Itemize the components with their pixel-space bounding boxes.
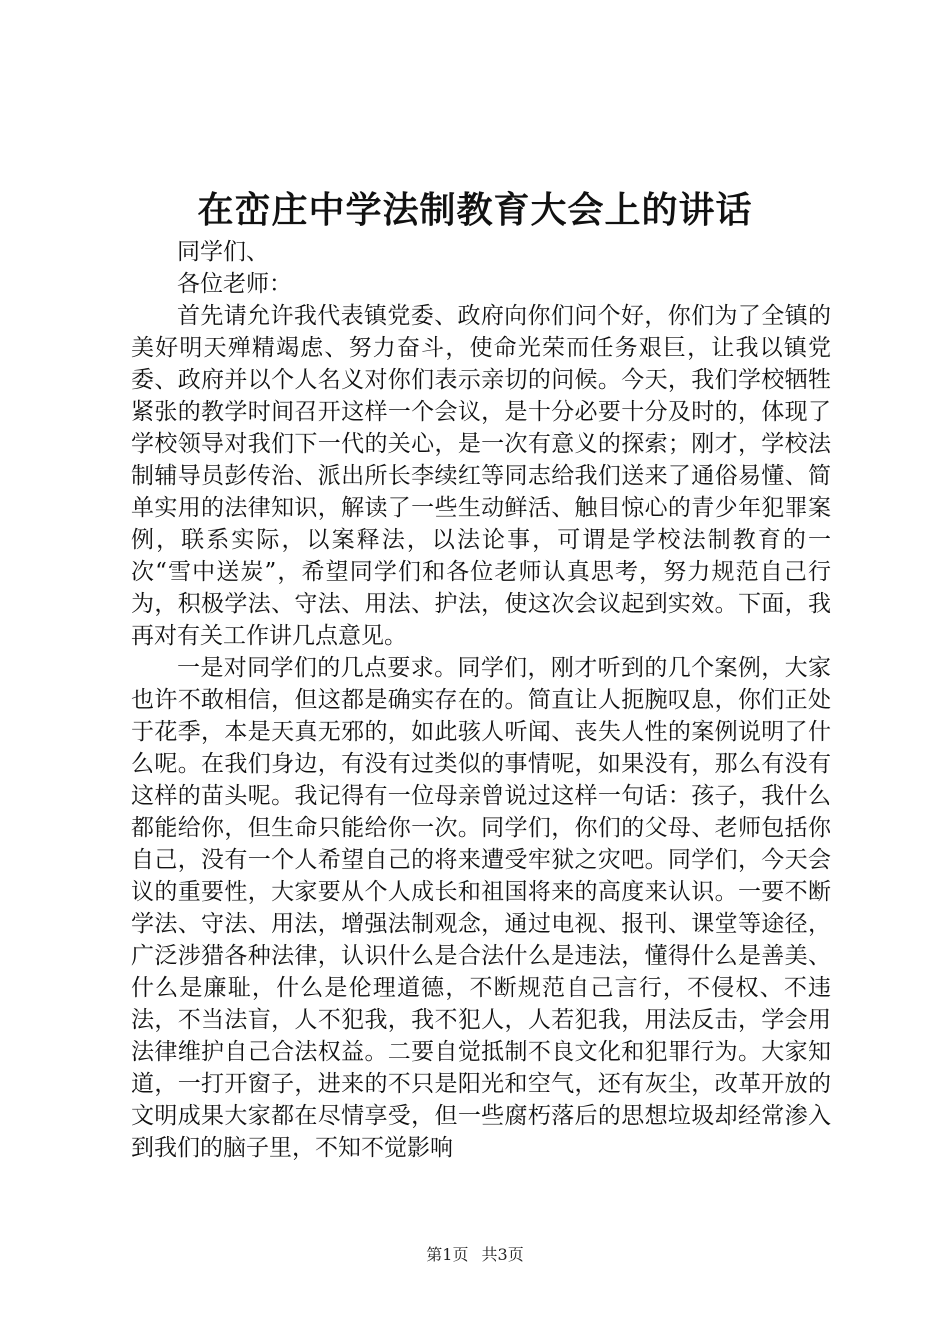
page-footer	[0, 1244, 950, 1266]
page-number: 第1页	[426, 1245, 469, 1264]
salutation-students: 同学们、	[177, 239, 269, 265]
document-title: 在峦庄中学法制教育大会上的讲话	[197, 189, 753, 231]
paragraph-opening: 首先请允许我代表镇党委、政府向你们问个好，你们为了全镇的美好明天殚精竭虑、努力奋斗，使命光荣而任务艰巨，让我以镇党委、政府并以个人名义对你们表示亲切的问候。今天，我们学校牺牲紧张的教学时间召开这样一个会议，是十分必要十分及时的，体现了学校领导对我们下一代的关心，是一次有意义的探索；刚才，学校法制辅导员彭传治、派出所长李续红等同志给我们送来了通俗易懂、简单实用的法律知识，解读了一些生动鲜活、触目惊心的青少年犯罪案例，联系实际，以案释法，以法论事，可谓是学校法制教育的一次“雪中送炭”，希望同学们和各位老师认真思考，努力规范自己行为，积极学法、守法、用法、护法，使这次会议起到实效。下面，我再对有关工作讲几点意见。	[131, 303, 831, 649]
page-total: 共3页	[481, 1245, 524, 1264]
document-body	[131, 236, 831, 1164]
salutation-teachers: 各位老师：	[177, 271, 292, 297]
paragraph-requirements: 一是对同学们的几点要求。同学们，刚才听到的几个案例，大家也许不敢相信，但这都是确实存在的。简直让人扼腕叹息，你们正处于花季，本是天真无邪的，如此骇人听闻、丧失人性的案例说明了什么呢。在我们身边，有没有过类似的事情呢，如果没有，那么有没有这样的苗头呢。我记得有一位母亲曾说过这样一句话：孩子，我什么都能给你，但生命只能给你一次。同学们，你们的父母、老师包括你自己，没有一个人希望自己的将来遭受牢狱之灾吧。同学们，今天会议的重要性，大家要从个人成长和祖国将来的高度来认识。一要不断学法、守法、用法，增强法制观念，通过电视、报刊、课堂等途径，广泛涉猎各种法律，认识什么是合法什么是违法，懂得什么是善美、什么是廉耻，什么是伦理道德，不断规范自己言行，不侵权、不违法，不当法盲，人不犯我，我不犯人，人若犯我，用法反击，学会用法律维护自己合法权益。二要自觉抵制不良文化和犯罪行为。大家知道，一打开窗子，进来的不只是阳光和空气，还有灰尘，改革开放的文明成果大家都在尽情享受，但一些腐朽落后的思想垃圾却经常渗入到我们的脑子里，不知不觉影响	[131, 655, 831, 1161]
